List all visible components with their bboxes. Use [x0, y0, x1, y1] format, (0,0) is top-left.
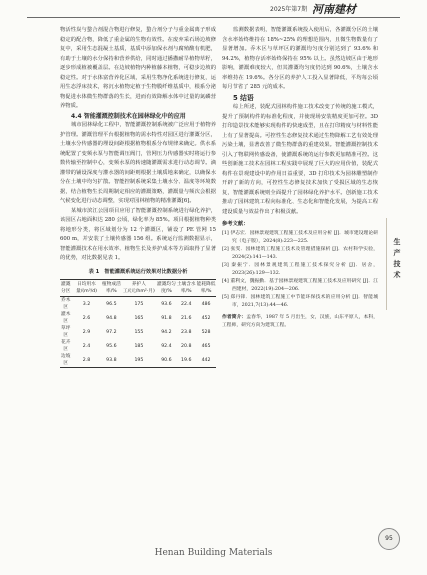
right-paragraph-1: 监测数据表明，智能灌溉系统投入使用后，各灌溉分区的土壤含水率始终维持在 18%~25% 的理想范围内，且微生物数量有了显著增加。乔木区与草坪区的灌溉均匀度分别达到了 93.6% 和 94.2%，植物存活率始终保持在 95% 以上。虽然边坡区由于地形影响，灌溉难度较大，但其灌溉均匀度仍达到 90.6%，土壤含水率维持在 19.6%。各分区的养护人工投入显著降低，平均每公顷每月节省了 285 元的成本。 [222, 27, 378, 90]
table-cell: 97.2 [106, 329, 117, 335]
table-cell: 94.8 [106, 315, 117, 321]
table-cell: 2.6 [82, 315, 91, 321]
table-header-cell: 养护人工/(元/hm²·月) [121, 280, 156, 297]
author-bio [222, 313, 378, 330]
table-cell: 草坪区 [61, 326, 71, 338]
table-header-cell: 能耗降低率/% [196, 280, 216, 297]
table-row [60, 311, 216, 325]
section-heading-4-4: 4.4 智能灌溉控制技术在园林绿化中的应用 [71, 112, 186, 120]
left-column [60, 26, 216, 368]
footer-journal-name: Henan Building Materials [154, 548, 273, 558]
table-cell: 91.8 [161, 315, 172, 321]
table-cell: 94.2 [161, 329, 172, 335]
table-cell: 486 [201, 301, 211, 307]
reference-item: [2] 张雯．园林建筑工程施工技术及管理措施探析 [J]．农村科学实验，2024(2):141—143. [222, 246, 378, 260]
issue-label: 2025年第7期 [270, 6, 308, 13]
table-cell: 528 [201, 329, 211, 335]
reference-item: [4] 董利文，魏振勤．基于园林景观建筑工程施工技术及应用研究 [J]．江西建材，2022(19):204—206. [222, 278, 378, 292]
table-cell: 155 [134, 329, 144, 335]
table-header-row [60, 280, 216, 297]
table-row [60, 325, 216, 339]
table-cell: 22.4 [181, 301, 192, 307]
table-cell: 96.5 [106, 301, 117, 307]
table-cell: 23.8 [181, 329, 192, 335]
table-cell: 2.8 [72, 353, 102, 368]
table-row [60, 339, 216, 353]
header-rule [27, 17, 400, 18]
table-cell: 边坡区 [61, 354, 71, 366]
table-row [60, 297, 216, 312]
table-header-cell: 土壤含水率/% [176, 280, 196, 297]
reference-item: [5] 郑丹锋．园林建筑工程施工中节能环保技术的应用分析 [J]．智能城市，2021,7(13):44—46. [222, 294, 378, 308]
table-cell: 165 [134, 315, 144, 321]
table-cell: 2.9 [82, 329, 91, 335]
table-header-cell: 日均用水量/(m³/d) [72, 280, 102, 297]
table-cell: 灌木区 [61, 312, 71, 324]
left-paragraph-3: 某城市滨江公园项目应用了智能灌溉控制系统进行绿化养护，该园区占地面积达 280 公顷，绿化率为 85%。项目根据植物种类将地形分类，将区域划分为 12 个灌溉区，铺设了 PE 管网 15 600 m，并安装了土壤传感器 156 组。系统运行监测数据显示，智能灌溉技术在用水效率、植物生长及养护成本等方面取得了显著的优势，对比数据见表 1。 [60, 207, 216, 261]
reference-item: [3] 秦振宁．园林景观建筑工程施工技术探究分析 [J]．居舍，2023(26):129—132. [222, 262, 378, 276]
side-tab-rule [386, 218, 387, 310]
table-cell: 90.6 [157, 353, 177, 368]
table-cell: 465 [201, 343, 211, 349]
table-cell: 93.8 [102, 353, 122, 368]
table-cell: 195 [121, 353, 156, 368]
table-cell: 92.4 [161, 343, 172, 349]
section-heading-conclusion: 5 结语 [233, 93, 254, 102]
table-cell: 93.6 [161, 301, 172, 307]
table-cell: 3.2 [82, 301, 91, 307]
author-label: 作者简介： [222, 313, 247, 320]
table-header-cell: 灌溉分区 [60, 280, 72, 297]
table-cell: 21.6 [181, 315, 192, 321]
table-cell: 19.6 [176, 353, 196, 368]
table-header-cell: 灌溉均匀度/% [157, 280, 177, 297]
table-caption: 表 1 智能灌溉系统运行效果对比数据分析 [88, 268, 188, 275]
table-cell: 95.6 [106, 343, 117, 349]
table-row [60, 353, 216, 368]
table-cell: 442 [196, 353, 216, 368]
journal-title: 河南建材 [312, 3, 356, 16]
table-header-cell: 植物成活率/% [102, 280, 122, 297]
table-cell: 花卉区 [61, 340, 71, 352]
page-number: 95 [378, 528, 400, 550]
data-table [60, 279, 216, 368]
right-column [222, 26, 378, 330]
table-cell: 乔木区 [61, 298, 71, 310]
right-paragraph-2: 综上所述，装配式园林构件施工技术改变了传统的施工模式，提升了预制构件的标准化程度，并使现场安装精度更加可控。3D 打印造景技术能够实现构件的快速成型，且在打印精度与材料性能上有了显著提高。可控性生态修复技术通过生物降解工艺有效处理污染土壤，显著改善了微生物群落的重建效果。智能灌溉控制技术引入了物联网传感设备，使灌溉系统的运行参数更加精准可控。这些创新施工技术在园林工程实践中展现了巨大的应用价值，装配式构件在景观建设中的作用日益重要，3D 打印技术为园林雕塑制作开辟了新的方向，可控性生态修复技术加快了受损区域的生态恢复，智能灌溉系统则全面提升了园林绿化养护水平。创新施工技术推动了园林建筑工程向标准化、生态化和智能化发展，为提高工程建设质量与效益作出了积极贡献。 [222, 104, 378, 215]
reference-item: [1] 伊志宏．园林景观建筑工程施工技术及应用分析 [J]．城市建设理论研究（电子版），2024(8):223—225. [222, 230, 378, 244]
table-cell: 452 [201, 315, 211, 321]
table-cell: 175 [134, 301, 144, 307]
side-tab-label: 生产技术 [393, 238, 401, 279]
references-title: 参考文献： [222, 221, 249, 227]
left-paragraph-2: 城市园林绿化工程中，智能灌溉控制系统被广泛应用于植物养护管理。灌溉管理平台根据植物的需水特性对园区进行灌溉分区，土壤水分传感器的埋设间距根据植物根系分布规律来确定。供水系统配置了变频水泵与智能调压阀门，管网压力传感器实时将运行参数传输至控制中心，变频水泵的转速随灌溉需求进行动态调节。滴灌带的铺设深度与灌水器的间距则根据土壤质地来确定，以确保水分在土壤中均匀扩散。智能控制系统采集土壤水分、温度等环境数据，结合植物生长周期制定相应的灌溉策略，灌溉量与频次会根据气候变化进行动态调整，实现对园林植物的精准灌溉[6]。 [60, 122, 216, 204]
author-text: 孟春华，1987 年 5 月出生，女，汉族，山东平原人，本科，工程师，研究方向为建筑工程。 [222, 314, 378, 328]
table-cell: 20.8 [181, 343, 192, 349]
left-paragraph-1: 物活性炭与螯合剂混合物进行修复，螯合剂分子与重金属离子形成稳定的配合物，降低了重金属的生物有效性。在废弃采石场边坡修复中，采用生态混凝土基质，基质中添加保水剂与腐殖酸有机肥，有助于土壤的水分保持和营养供给，同时通过播撒耐旱植物草籽，逐步形成植被覆盖层。在边坡植物内种植藤本植物，可稳步边坡的稳定性。对于水体富营养化区域，采用生物净化系统进行修复，运用生态浮床技术，将沉水植物定植于生物膜纤维基质中，根系分泌物促进水体微生物群落的生长，进而有效降解水体中过量的氮磷营养物质。 [60, 27, 216, 109]
page-header [0, 0, 427, 18]
table-cell: 2.4 [82, 343, 91, 349]
table-cell: 185 [134, 343, 144, 349]
